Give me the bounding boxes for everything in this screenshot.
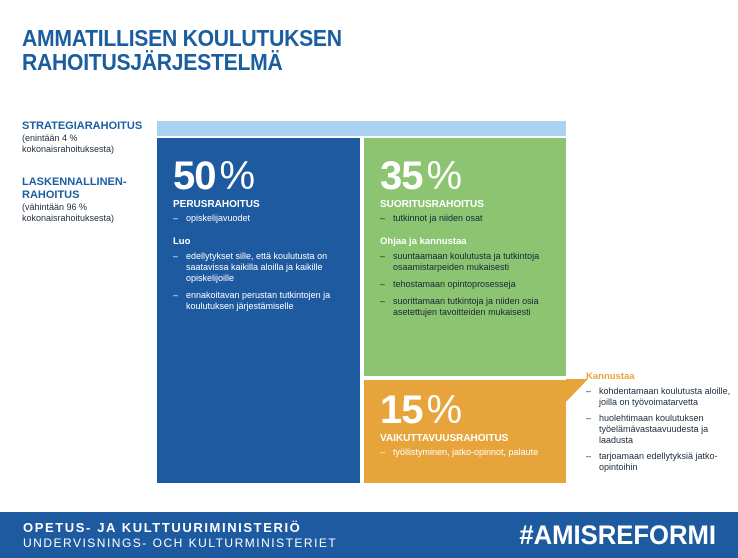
impact-funding-percent-value: 15 [380,388,423,432]
callout-heading: Kannustaa [586,371,635,382]
impact-callout [586,371,736,478]
performance-funding-percent [380,156,550,196]
percent-sign: % [219,154,255,198]
list-item: – kohdentamaan koulutusta aloille, joilla on työvoimatarvetta [586,386,736,408]
performance-funding-heading: SUORITUSRAHOITUS [380,199,484,210]
list-item: – suorittamaan tutkintoja ja niiden osia asetettujen tavoitteiden mukaisesti [380,296,550,318]
callout-list [586,386,736,473]
strategy-funding-note-2: kokonaisrahoituksesta) [22,144,115,154]
impact-funding-box [364,380,566,483]
list-item: – työllistyminen, jatko-opinnot, palaute [380,447,550,458]
list-item: – tehostamaan opintoprosesseja [380,279,550,290]
calculated-funding-note-1: (vähintään 96 % [22,202,88,212]
strategy-funding-note-1: (enintään 4 % [22,133,78,143]
impact-funding-percent [380,390,550,430]
page-title [22,26,342,74]
ministry-name-finnish: OPETUS- JA KULTTUURIMINISTERIÖ [23,520,302,535]
performance-funding-percent-value: 35 [380,154,423,198]
basic-funding-box [157,138,360,483]
basic-funding-items [173,213,344,224]
calculated-funding-note-2: kokonaisrahoituksesta) [22,213,115,223]
list-item: – suuntaamaan koulutusta ja tutkintoja osaamistarpeiden mukaisesti [380,251,550,273]
performance-funding-guides-list [380,251,550,318]
list-item: – edellytykset sille, että koulutusta on saatavissa kaikilla aloilla ja kaikille opiskelijoille [173,251,344,284]
impact-funding-heading: VAIKUTTAVUUSRAHOITUS [380,433,509,444]
list-item: – opiskelijavuodet [173,213,344,224]
list-item: – tarjoamaan edellytyksiä jatko-opintoihin [586,451,736,473]
list-item: – ennakoitavan perustan tutkintojen ja koulutuksen järjestämiselle [173,290,344,312]
strategy-funding-heading: STRATEGIARAHOITUS [22,120,143,132]
list-item: – tutkinnot ja niiden osat [380,213,550,224]
impact-funding-items [380,447,550,458]
basic-funding-creates-list [173,251,344,312]
basic-funding-percent [173,156,344,196]
basic-funding-heading: PERUSRAHOITUS [173,199,260,210]
calculated-funding-label [22,176,127,224]
footer-bar [0,512,738,558]
performance-funding-items [380,213,550,224]
percent-sign: % [426,154,462,198]
campaign-hashtag: #AMISREFORMI [519,520,716,550]
calculated-funding-heading-2: RAHOITUS [22,189,80,201]
percent-sign: % [426,388,462,432]
basic-funding-subheading: Luo [173,236,191,247]
title-line-1: AMMATILLISEN KOULUTUKSEN [22,25,342,51]
performance-funding-subheading: Ohjaa ja kannustaa [380,236,467,247]
strategy-funding-label [22,120,142,155]
performance-funding-box [364,138,566,376]
calculated-funding-heading-1: LASKENNALLINEN- [22,176,127,188]
basic-funding-percent-value: 50 [173,154,216,198]
title-line-2: RAHOITUSJÄRJESTELMÄ [22,49,283,75]
ministry-name-swedish: UNDERVISNINGS- OCH KULTURMINISTERIET [23,536,338,550]
strategy-funding-bar [157,121,566,136]
list-item: – huolehtimaan koulutuksen työelämävastaavuudesta ja laadusta [586,413,736,446]
